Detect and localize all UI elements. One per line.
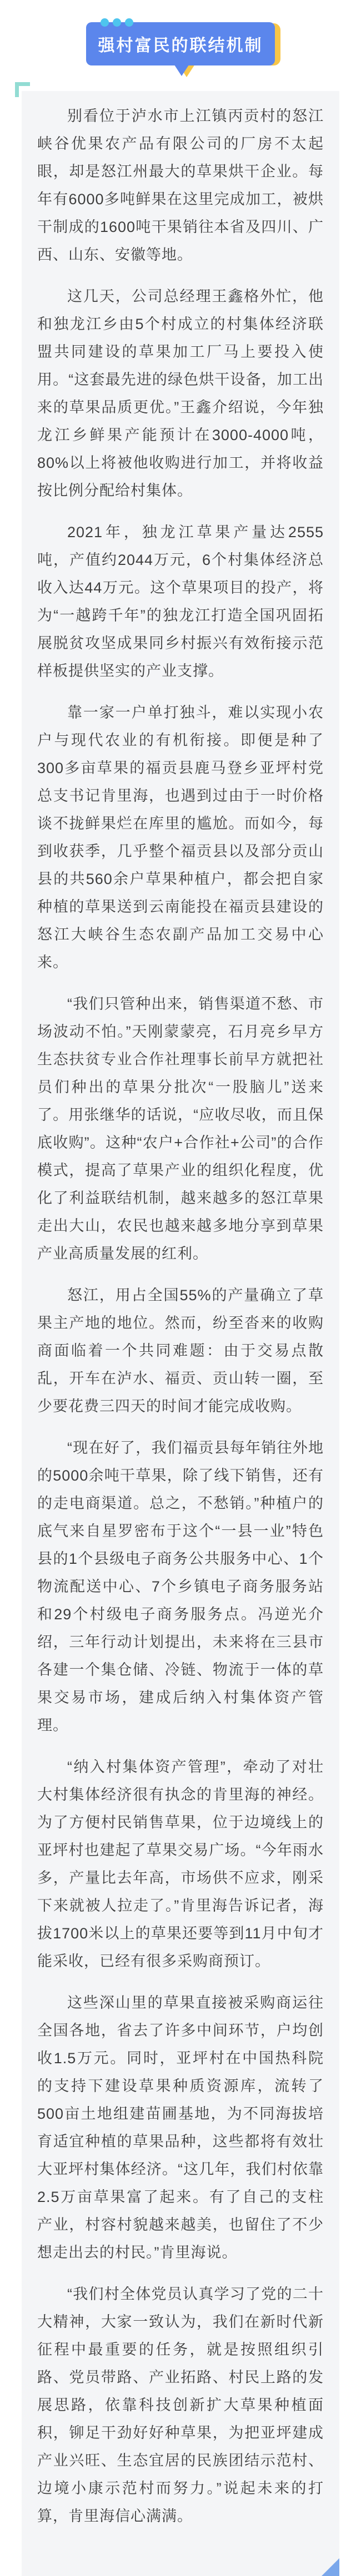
article-page — [0, 22, 361, 2549]
section-title-badge — [86, 22, 275, 65]
badge-dots-icon — [101, 18, 133, 27]
section-title: 强村富民的联结机制 — [98, 37, 263, 55]
article-paragraph: 2021年，独龙江草果产量达2555吨，产值约2044万元，6个村集体经济总收入达44万元。这个草果项目的投产，将为“一越跨千年”的独龙江打造全国巩固拓展脱贫攻坚成果同乡村振兴有效衔接示范样板提供坚实的产业支撑。 — [37, 524, 324, 679]
article-paragraph: “现在好了，我们福贡县每年销往外地的5000余吨干草果，除了线下销售，还有的走电商渠道。总之，不愁销。”种植户的底气来自星罗密布于这个“一县一业”特色县的1个县级电子商务公共服务中心、1个物流配送中心、7个乡镇电子商务服务站和29个村级电子商务服务点。冯逆光介绍，三年行动计划提出，未来将在三县市各建一个集仓储、冷链、物流于一体的草果交易市场，建成后纳入村集体资产管理。 — [37, 1439, 324, 1734]
article-paragraph: 这几天，公司总经理王鑫格外忙，他和独龙江乡由5个村成立的村集体经济联盟共同建设的草果加工厂马上要投入使用。“这套最先进的绿色烘干设备，加工出来的草果品质更优。”王鑫介绍说，今年独龙江乡鲜果产能预计在3000-4000吨，80%以上将被他收购进行加工，并将收益按比例分配给村集体。 — [37, 288, 324, 499]
article-paragraph: 靠一家一户单打独斗，难以实现小农户与现代农业的有机衔接。即便是种了300多亩草果的福贡县鹿马登乡亚坪村党总支书记肯里海，也遇到过由于一时价格谈不拢鲜果烂在库里的尴尬。而如今，每到收获季，几乎整个福贡县以及部分贡山县的共560余户草果种植户，都会把自家种植的草果送到云南能投在福贡县建设的怒江大峡谷生态农副产品加工交易中心来。 — [37, 704, 324, 971]
article-paragraph: “我们村全体党员认真学习了党的二十大精神，大家一致认为，我们在新时代新征程中最重要的任务，就是按照组织引路、党员带路、产业拓路、村民上路的发展思路，依靠科技创新扩大草果种植面积，铆足干劲好好种草果，为把亚坪建成产业兴旺、生态宜居的民族团结示范村、边境小康示范村而努力。”说起未来的打算，肯里海信心满满。 — [37, 2286, 324, 2524]
dot-icon — [113, 18, 121, 27]
article-card — [22, 91, 339, 2576]
article-paragraph: 别看位于泸水市上江镇丙贡村的怒江峡谷优果农产品有限公司的厂房不太起眼，却是怒江州最大的草果烘干企业。每年有6000多吨鲜果在这里完成加工，被烘干制成的1600吨干果销往本省及四川、广西、山东、安徽等地。 — [37, 108, 324, 263]
dot-icon — [125, 18, 133, 27]
corner-triangle-icon — [322, 2558, 339, 2576]
dot-icon — [101, 18, 109, 27]
article-paragraph: “我们只管种出来，销售渠道不愁、市场波动不怕。”天刚蒙蒙亮，石月亮乡早方生态扶贫专业合作社理事长前早方就把社员们种出的草果分批次“一股脑儿”送来了。用张继华的话说，“应收尽收，而且保底收购”。这种“农户+合作社+公司”的合作模式，提高了草果产业的组织化程度，优化了利益联结机制，越来越多的怒江草果走出大山，农民也越来越多地分享到草果产业高质量发展的红利。 — [37, 996, 324, 1262]
article-paragraph: 怒江，用占全国55%的产量确立了草果主产地的地位。然而，纷至沓来的收购商面临着一个共同难题：由于交易点散乱，开车在泸水、福贡、贡山转一圈，至少要花费三四天的时间才能完成收购。 — [37, 1287, 324, 1415]
article-paragraph: 这些深山里的草果直接被采购商运往全国各地，省去了许多中间环节，户均创收1.5万元。同时，亚坪村在中国热科院的支持下建设草果种质资源库，流转了500亩土地组建苗圃基地，为不同海拔培育适宜种植的草果品种，这些都将有效壮大亚坪村集体经济。“这几年，我们村依靠2.5万亩草果富了起来。有了自己的支柱产业，村容村貌越来越美，也留住了不少想走出去的村民。”肯里海说。 — [37, 1994, 324, 2261]
corner-bracket-icon — [15, 82, 30, 97]
article-paragraph: “纳入村集体资产管理”，牵动了对壮大村集体经济很有执念的肯里海的神经。为了方便村民销售草果，位于边境线上的亚坪村也建起了草果交易广场。“今年雨水多，产量比去年高，市场供不应求，刚采下来就被人拉走了。”肯里海告诉记者，海拔1700米以上的草果还要等到11月中旬才能采收，已经有很多采购商预订。 — [37, 1759, 324, 1969]
badge-box — [86, 22, 275, 65]
